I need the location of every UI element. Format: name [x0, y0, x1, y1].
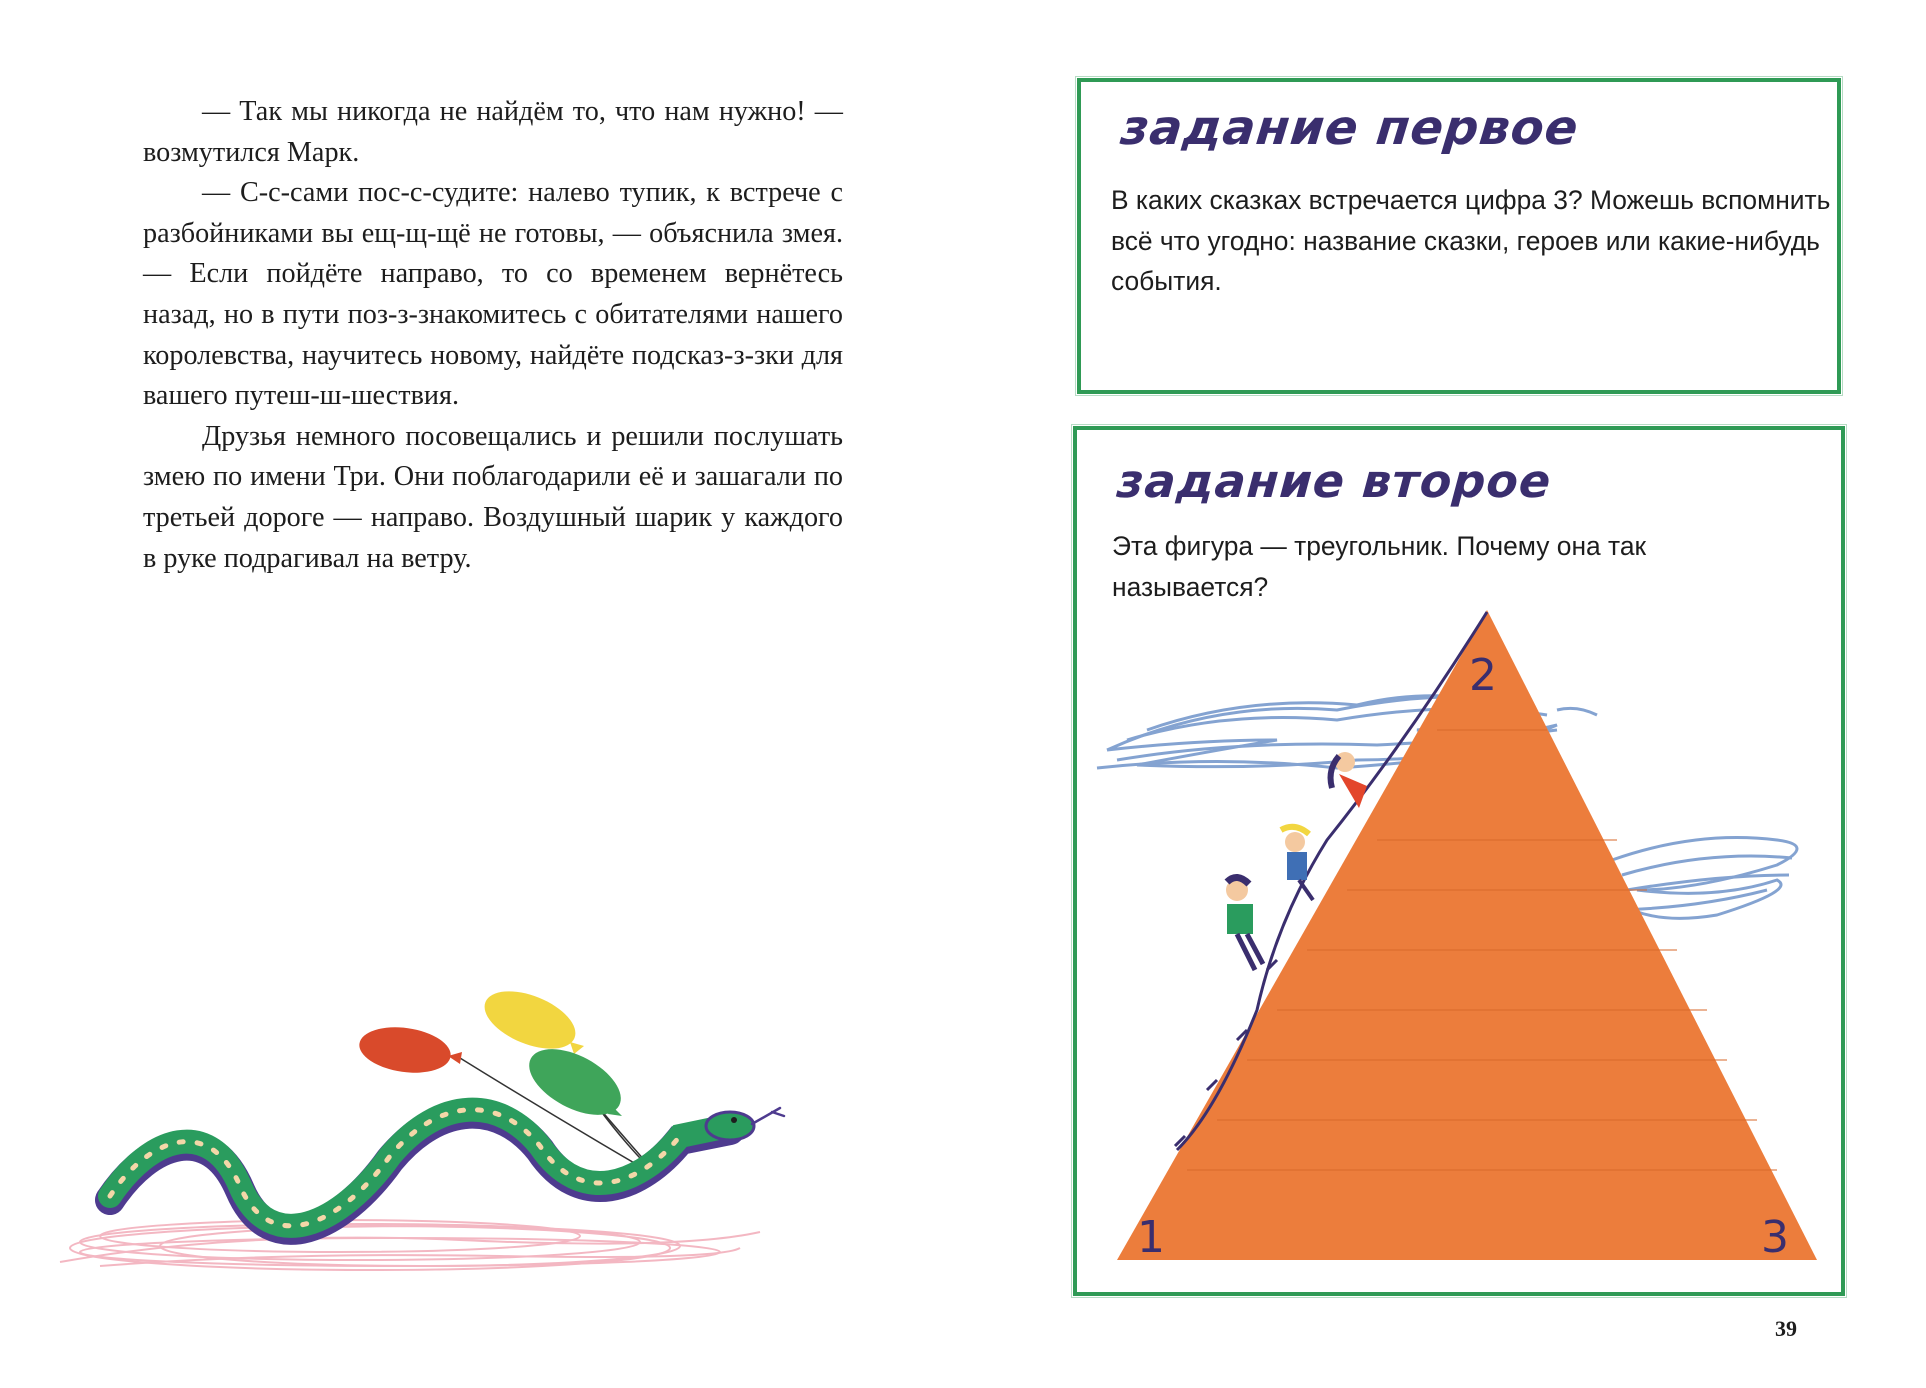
snake-balloons-illustration [40, 990, 820, 1290]
task-two-box [1073, 426, 1845, 1296]
vertex-label-2: 2 [1469, 650, 1497, 701]
task-one-text: В каких сказках встречается цифра 3? Можешь вспомнить всё что угодно: название сказки, героев или какие-нибудь события. [1111, 185, 1831, 296]
story-paragraph: Друзья немного посовещались и решили послушать змею по имени Три. Они поблагодарили её и зашагали по третьей дороге — направо. Воздушный шарик у каждого в руке подрагивал на ветру. [143, 420, 843, 574]
vertex-label-3: 3 [1761, 1212, 1789, 1263]
pink-scribble-shadow [60, 1220, 760, 1270]
triangle-illustration [1077, 590, 1849, 1290]
climber-blonde [1281, 827, 1313, 900]
vertex-label-1: 1 [1137, 1212, 1165, 1263]
task-one-title: задание первое [1118, 100, 1582, 156]
cloud-right [1612, 838, 1797, 919]
snake [110, 1108, 784, 1230]
triangle-shape [1117, 610, 1817, 1260]
balloon-red [356, 1022, 462, 1078]
page-number: 39 [1775, 1316, 1797, 1341]
task-one-box [1077, 78, 1841, 394]
task-two-title: задание второе [1115, 454, 1554, 508]
task-two-text: Эта фигура — треугольник. Почему она так называется? [1112, 531, 1647, 602]
story-paragraph: — Так мы никогда не найдём то, что нам нужно! — возмутился Марк. [143, 96, 843, 168]
story-text [143, 92, 843, 579]
story-paragraph: — С-с-сами пос-с-судите: налево тупик, к встрече с разбойниками вы ещ-щ-щё не готовы, — объяснила змея. — Если пойдёте направо, то со временем вернётесь назад, но в пути поз-з-знакомитесь с обитателями нашего королевства, научитесь новому, найдёте подсказ-з-зки для вашего путеш-ш-шествия. [143, 177, 843, 412]
balloon-yellow [477, 980, 584, 1060]
climber-boy [1226, 877, 1263, 970]
